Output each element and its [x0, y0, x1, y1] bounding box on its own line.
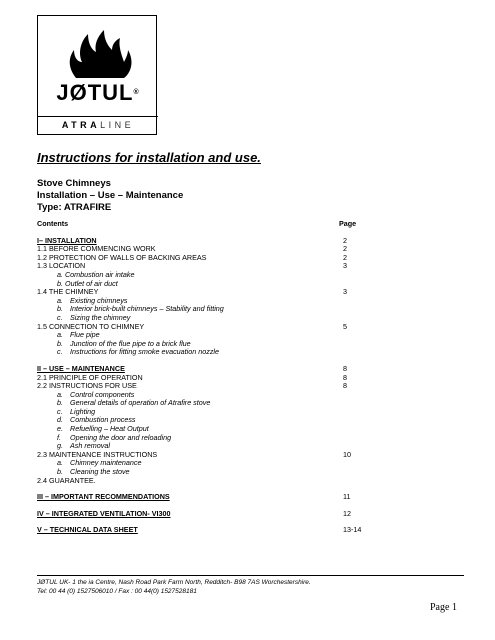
- toc-entry-text: Opening the door and reloading: [70, 432, 172, 442]
- table-of-contents: [37, 220, 367, 535]
- toc-subitem-letter: a.: [57, 330, 63, 340]
- document-subheading: [37, 178, 183, 214]
- subheading-line-2: Installation – Use – Maintenance: [37, 190, 184, 201]
- toc-item: [37, 254, 367, 263]
- toc-entry-text: Existing chimneys: [70, 295, 128, 305]
- toc-section: [37, 510, 367, 519]
- toc-entry-text: II – USE – MAINTENANCE: [37, 363, 125, 373]
- toc-subitem-letter: e.: [57, 424, 63, 434]
- toc-entry-page: 8: [343, 372, 347, 382]
- toc-entry-text: 1.1 BEFORE COMMENCING WORK: [37, 244, 156, 254]
- toc-entry-page: 3: [343, 287, 347, 297]
- toc-subitem: [37, 348, 367, 357]
- page-number: Page 1: [430, 602, 457, 613]
- toc-entry-text: 2.1 PRINCIPLE OF OPERATION: [37, 372, 143, 382]
- toc-subitem-letter: a.: [57, 458, 63, 468]
- footer-rule: [37, 575, 464, 576]
- toc-entry-text: IV – INTEGRATED VENTILATION- VI300: [37, 508, 171, 518]
- toc-entry-text: Flue pipe: [70, 330, 100, 340]
- toc-subitem-letter: b.: [57, 467, 63, 477]
- toc-entry-page: 12: [343, 508, 351, 518]
- toc-subitem-letter: a.: [57, 295, 63, 305]
- document-heading: Instructions for installation and use.: [37, 150, 261, 165]
- toc-entry-text: Lighting: [70, 406, 96, 416]
- toc-entry-page: 5: [343, 321, 347, 331]
- toc-entry-text: III – IMPORTANT RECOMMENDATIONS: [37, 492, 170, 502]
- toc-entry-text: 1.2 PROTECTION OF WALLS OF BACKING AREAS: [37, 252, 207, 262]
- toc-entry-text: 1.5 CONNECTION TO CHIMNEY: [37, 321, 145, 331]
- product-line-bold: ATRA: [61, 120, 101, 130]
- toc-subitem-letter: b.: [57, 398, 63, 408]
- toc-entry-text: a. Combustion air intake: [57, 269, 135, 279]
- toc-entry-text: General details of operation of Atrafire stove: [70, 398, 211, 408]
- toc-entry-text: Ash removal: [70, 441, 110, 451]
- toc-entry-text: Sizing the chimney: [70, 312, 131, 322]
- toc-entry-text: Control components: [70, 389, 135, 399]
- toc-entry-page: 8: [343, 381, 347, 391]
- toc-entry-text: 2.4 GUARANTEE.: [37, 475, 96, 485]
- product-line: [38, 116, 158, 134]
- toc-entry-text: 2.3 MAINTENANCE INSTRUCTIONS: [37, 449, 158, 459]
- toc-subitem-letter: c.: [57, 312, 63, 322]
- toc-subitem-letter: f.: [57, 432, 61, 442]
- toc-subitem-letter: g.: [57, 441, 63, 451]
- flame-icon: [38, 16, 158, 86]
- toc-section: [37, 526, 367, 535]
- toc-entry-page: 2: [343, 235, 347, 245]
- toc-subitem-letter: a.: [57, 389, 63, 399]
- toc-entry-page: 13-14: [343, 525, 362, 535]
- toc-header-page: Page: [339, 219, 357, 228]
- toc-entry-page: 3: [343, 261, 347, 271]
- toc-entry-text: Junction of the flue pipe to a brick flue: [70, 338, 191, 348]
- toc-item: [37, 477, 367, 486]
- jotul-logo: [37, 15, 157, 135]
- footer-contact: Tel: 00 44 (0) 1527506010 / Fax : 00 44(0) 1527528181: [37, 588, 197, 595]
- footer-address: JØTUL UK- 1 the ia Centre, Nash Road Park Farm North, Redditch- B98 7AS Worchestershire.: [37, 579, 311, 586]
- product-line-light: LINE: [100, 120, 135, 130]
- toc-entry-text: Chimney maintenance: [70, 458, 142, 468]
- toc-subitem-letter: b.: [57, 338, 63, 348]
- toc-entry-text: Interior brick-built chimneys – Stability and fitting: [70, 304, 224, 314]
- toc-subitem-letter: b.: [57, 304, 63, 314]
- toc-entry-text: Combustion process: [70, 415, 136, 425]
- toc-subitem-letter: c.: [57, 347, 63, 357]
- toc-entry-text: Instructions for fitting smoke evacuation nozzle: [70, 347, 220, 357]
- toc-subitem-letter: c.: [57, 406, 63, 416]
- brand-name: [38, 82, 158, 104]
- toc-entry-text: V – TECHNICAL DATA SHEET: [37, 525, 138, 535]
- toc-entry-page: 11: [343, 492, 351, 502]
- toc-entry-page: 10: [343, 449, 351, 459]
- toc-header-contents: Contents: [37, 219, 69, 228]
- subheading-line-3: Type: ATRAFIRE: [37, 202, 112, 213]
- toc-header: [37, 220, 367, 229]
- toc-entry-page: 8: [343, 363, 347, 373]
- toc-entry-text: 2.2 INSTRUCTIONS FOR USE: [37, 381, 137, 391]
- brand-text: JØTUL: [56, 80, 134, 105]
- toc-entry-text: b. Outlet of air duct: [57, 278, 118, 288]
- toc-entry-page: 2: [343, 244, 347, 254]
- footer: [37, 578, 311, 596]
- subheading-line-1: Stove Chimneys: [37, 178, 111, 189]
- toc-entry-text: 1.4 THE CHIMNEY: [37, 287, 99, 297]
- toc-entry-text: Cleaning the stove: [70, 467, 130, 477]
- toc-section: [37, 493, 367, 502]
- toc-entry-text: I– INSTALLATION: [37, 235, 97, 245]
- toc-entry-page: 2: [343, 252, 347, 262]
- toc-entry-text: 1.3 LOCATION: [37, 261, 86, 271]
- registered-mark: ®: [133, 89, 140, 96]
- toc-subitem-letter: d.: [57, 415, 63, 425]
- toc-entry-text: Refuelling – Heat Output: [70, 424, 149, 434]
